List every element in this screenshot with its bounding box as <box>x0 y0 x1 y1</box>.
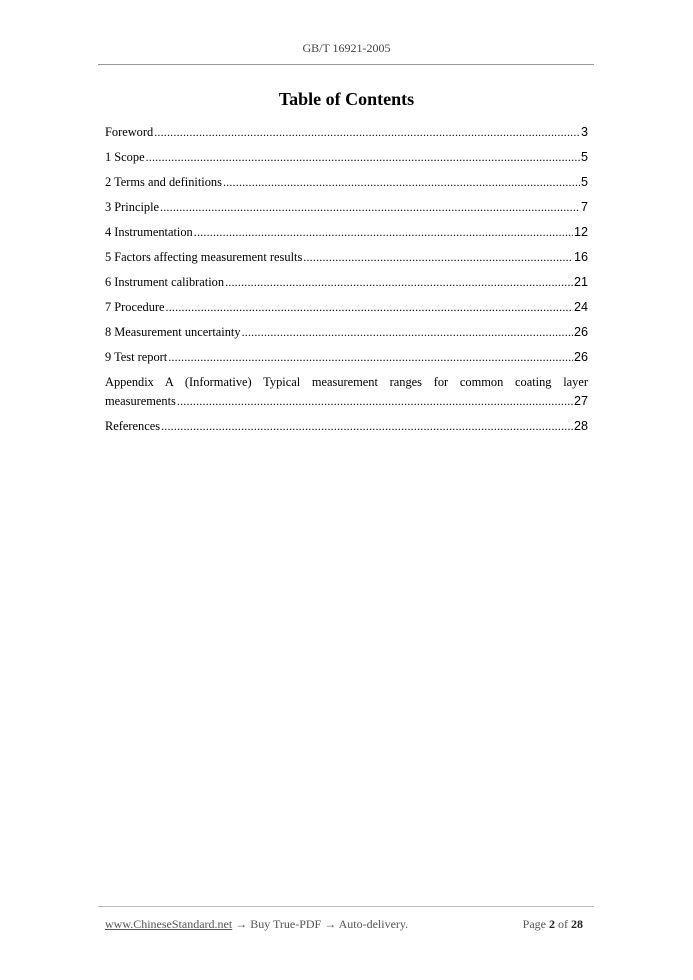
toc-entry-title-line1: Appendix A (Informative) Typical measurement ranges for common coating layer <box>105 375 588 389</box>
toc-entry-page: 24 <box>573 300 588 314</box>
footer-divider <box>98 906 594 907</box>
toc-entry-page: 5 <box>580 150 588 164</box>
toc-entry-foreword[interactable] <box>105 123 588 142</box>
arrow-icon: → <box>235 917 248 931</box>
toc-entry-uncertainty[interactable] <box>105 323 588 342</box>
auto-delivery-text: Auto-delivery. <box>338 917 409 931</box>
toc-entry-page: 27 <box>573 394 588 408</box>
dot-leader <box>177 392 573 411</box>
toc-entry-title: 9 Test report <box>105 350 168 364</box>
page-total: 28 <box>571 917 583 931</box>
toc-entry-calibration[interactable] <box>105 273 588 292</box>
toc-entry-page: 26 <box>573 325 588 339</box>
toc-title: Table of Contents <box>278 89 415 109</box>
toc-entry-page: 26 <box>573 350 588 364</box>
dot-leader <box>303 248 573 267</box>
toc-entry-title: References <box>105 419 161 433</box>
document-code: GB/T 16921-2005 <box>302 41 391 55</box>
site-link[interactable]: www.ChineseStandard.net <box>105 917 233 931</box>
page-of: of <box>558 917 568 931</box>
toc-entry-title: 1 Scope <box>105 150 145 164</box>
toc-entry-page: 7 <box>580 200 588 214</box>
dot-leader <box>194 223 573 242</box>
toc-entry-page: 16 <box>573 250 588 264</box>
toc-entry-procedure[interactable] <box>105 298 588 317</box>
dot-leader <box>168 348 573 367</box>
page-number <box>523 916 583 932</box>
dot-leader <box>161 417 573 436</box>
toc-entry-page: 21 <box>573 275 588 289</box>
toc-entry-title: 4 Instrumentation <box>105 225 193 239</box>
dot-leader <box>242 323 573 342</box>
toc-entry-terms-and-definitions[interactable] <box>105 173 588 192</box>
dot-leader <box>223 173 580 192</box>
toc-entry-title: Foreword <box>105 125 154 139</box>
toc-entry-page: 3 <box>580 125 588 139</box>
dot-leader <box>146 148 580 167</box>
dot-leader <box>160 198 580 217</box>
toc-entry-title: 6 Instrument calibration <box>105 275 225 289</box>
dot-leader <box>154 123 580 142</box>
running-header <box>0 41 693 55</box>
toc-entry-principle[interactable] <box>105 198 588 217</box>
toc-entry-factors[interactable] <box>105 248 588 267</box>
toc-entry-page: 28 <box>573 419 588 433</box>
toc-entry-title: 3 Principle <box>105 200 160 214</box>
toc-entry-title: 5 Factors affecting measurement results <box>105 250 303 264</box>
toc-entry-title: 2 Terms and definitions <box>105 175 222 189</box>
buy-pdf-text: Buy True-PDF <box>250 917 322 931</box>
toc-entry-page: 12 <box>573 225 588 239</box>
toc-entry-page: 5 <box>580 175 588 189</box>
toc-entry-scope[interactable] <box>105 148 588 167</box>
toc-entry-title: 7 Procedure <box>105 300 165 314</box>
page-current: 2 <box>549 917 555 931</box>
toc-entry-title-line2: measurements <box>105 394 176 408</box>
toc-list <box>105 123 588 442</box>
toc-entry-instrumentation[interactable] <box>105 223 588 242</box>
toc-entry-references[interactable] <box>105 417 588 436</box>
dot-leader <box>225 273 573 292</box>
header-divider <box>98 64 594 65</box>
footer-promo <box>105 916 408 932</box>
toc-entry-title: 8 Measurement uncertainty <box>105 325 241 339</box>
page-label: Page <box>522 917 546 931</box>
toc-entry-test-report[interactable] <box>105 348 588 367</box>
toc-entry-appendix-a[interactable] <box>105 373 588 411</box>
dot-leader <box>166 298 573 317</box>
arrow-icon: → <box>324 917 337 931</box>
